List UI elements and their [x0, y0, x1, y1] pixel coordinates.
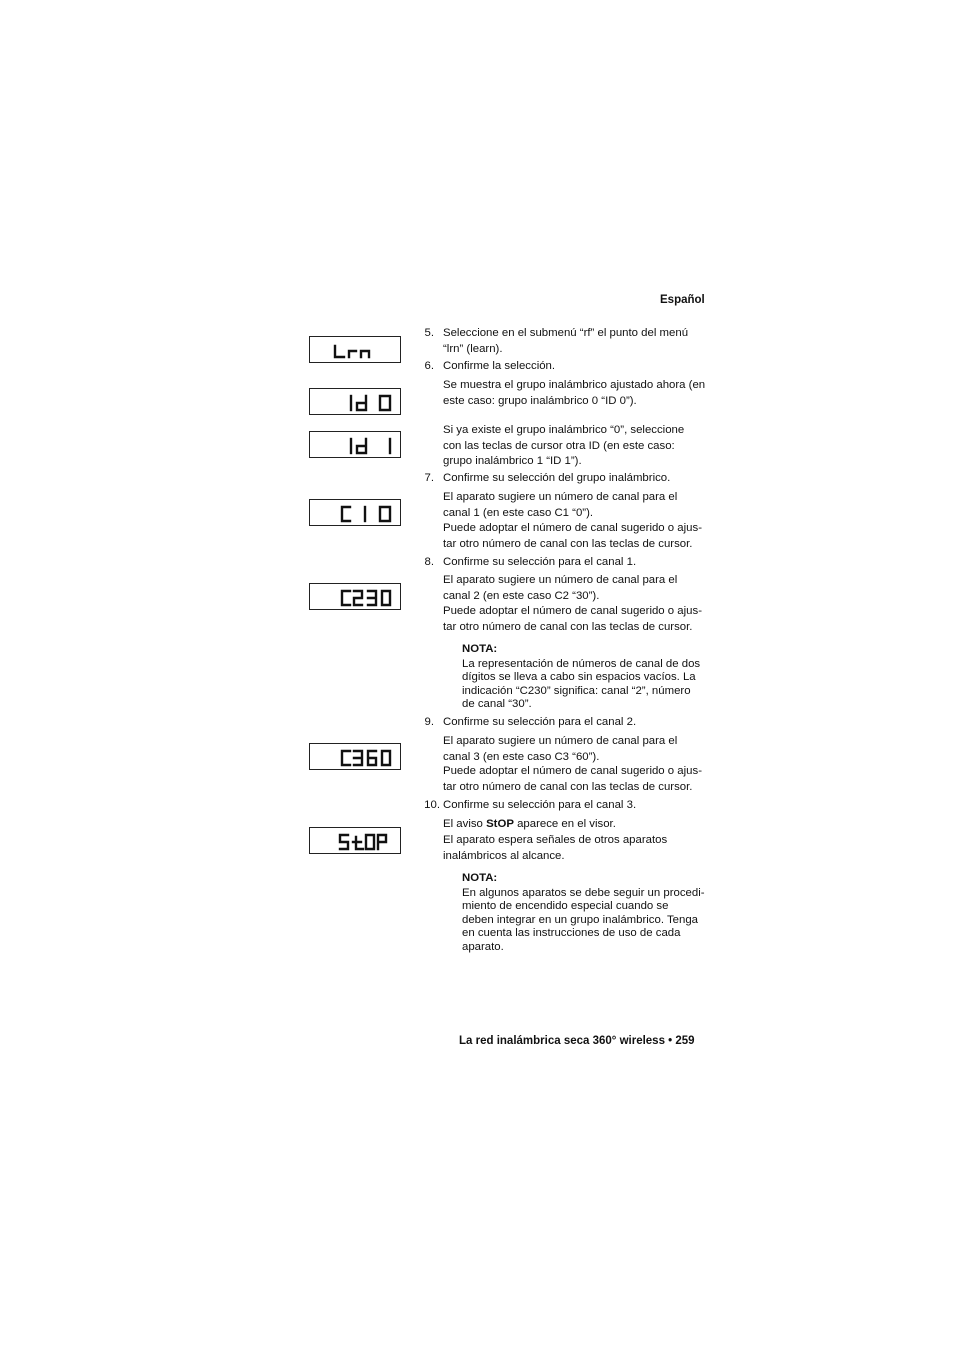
step-10-paragraph-2: El aparato espera señales de otros aparatos inalámbricos al alcance.	[443, 834, 668, 862]
lcd-display-id-1	[309, 431, 401, 458]
step-10-text: Confirme su selección para el canal 3.	[443, 799, 637, 811]
page-language-header: Español	[660, 294, 705, 306]
step-10-number: 10.	[424, 799, 440, 811]
lcd-display-stop	[309, 827, 401, 854]
step-10-post: aparece en el visor.	[513, 818, 616, 830]
step-5-number: 5.	[424, 327, 434, 339]
lcd-stop-segments	[310, 828, 402, 855]
note-1-body: La representación de números de canal de dos dígitos se lleva a cabo sin espacios vacíos. La indicación “C230” significa: canal “2”, número de canal “30”.	[462, 658, 701, 711]
step-10-pre: El aviso	[443, 818, 487, 830]
step-6-paragraph-2: Si ya existe el grupo inalámbrico “0”, seleccione con las teclas de cursor otra ID (en este caso: grupo inalámbrico 1 “ID 1”).	[443, 424, 685, 467]
note-1-title: NOTA:	[462, 643, 498, 655]
step-7-number: 7.	[424, 472, 434, 484]
step-7-text: Confirme su selección del grupo inalámbrico.	[443, 472, 671, 484]
step-5-text: Seleccione en el submenú “rf” el punto del menú “lrn” (learn).	[443, 327, 689, 355]
step-10-paragraph-1	[443, 817, 715, 833]
step-6-paragraph-1: Se muestra el grupo inalámbrico ajustado ahora (en este caso: grupo inalámbrico 0 “ID 0”).	[443, 379, 706, 407]
step-7-paragraph-1: El aparato sugiere un número de canal para el canal 1 (en este caso C1 “0”).	[443, 491, 678, 519]
step-6-text: Confirme la selección.	[443, 360, 556, 372]
note-2-title: NOTA:	[462, 872, 498, 884]
step-9-paragraph-2: Puede adoptar el número de canal sugerido o ajus- tar otro número de canal con las teclas de cursor.	[443, 765, 702, 793]
step-6-number: 6.	[424, 360, 434, 372]
lcd-lrn-segments	[310, 337, 402, 364]
lcd-display-c360	[309, 743, 401, 770]
step-8-number: 8.	[424, 556, 434, 568]
lcd-display-c230	[309, 583, 401, 610]
lcd-display-id-0	[309, 388, 401, 415]
note-2-body: En algunos aparatos se debe seguir un procedi- miento de encendido especial cuando se deben integrar en un grupo inalámbrico. Tenga en cuenta las instrucciones de uso de cada aparato.	[462, 887, 705, 953]
step-9-number: 9.	[424, 716, 434, 728]
lcd-display-c1-0	[309, 499, 401, 526]
step-8-paragraph-1: El aparato sugiere un número de canal para el canal 2 (en este caso C2 “30”).	[443, 574, 678, 602]
step-9-text: Confirme su selección para el canal 2.	[443, 716, 637, 728]
step-9-paragraph-1: El aparato sugiere un número de canal para el canal 3 (en este caso C3 “60”).	[443, 735, 678, 763]
lcd-id1-segments	[310, 432, 402, 459]
lcd-c360-segments	[310, 744, 402, 771]
lcd-c10-segments	[310, 500, 402, 527]
lcd-display-lrn	[309, 336, 401, 363]
step-7-paragraph-2: Puede adoptar el número de canal sugerido o ajus- tar otro número de canal con las teclas de cursor.	[443, 522, 702, 550]
page-footer: La red inalámbrica seca 360° wireless • 259	[459, 1035, 695, 1047]
stop-message: StOP	[486, 818, 514, 830]
lcd-id0-segments	[310, 389, 402, 416]
step-8-paragraph-2: Puede adoptar el número de canal sugerido o ajus- tar otro número de canal con las teclas de cursor.	[443, 605, 702, 633]
step-8-text: Confirme su selección para el canal 1.	[443, 556, 637, 568]
lcd-c230-segments	[310, 584, 402, 611]
